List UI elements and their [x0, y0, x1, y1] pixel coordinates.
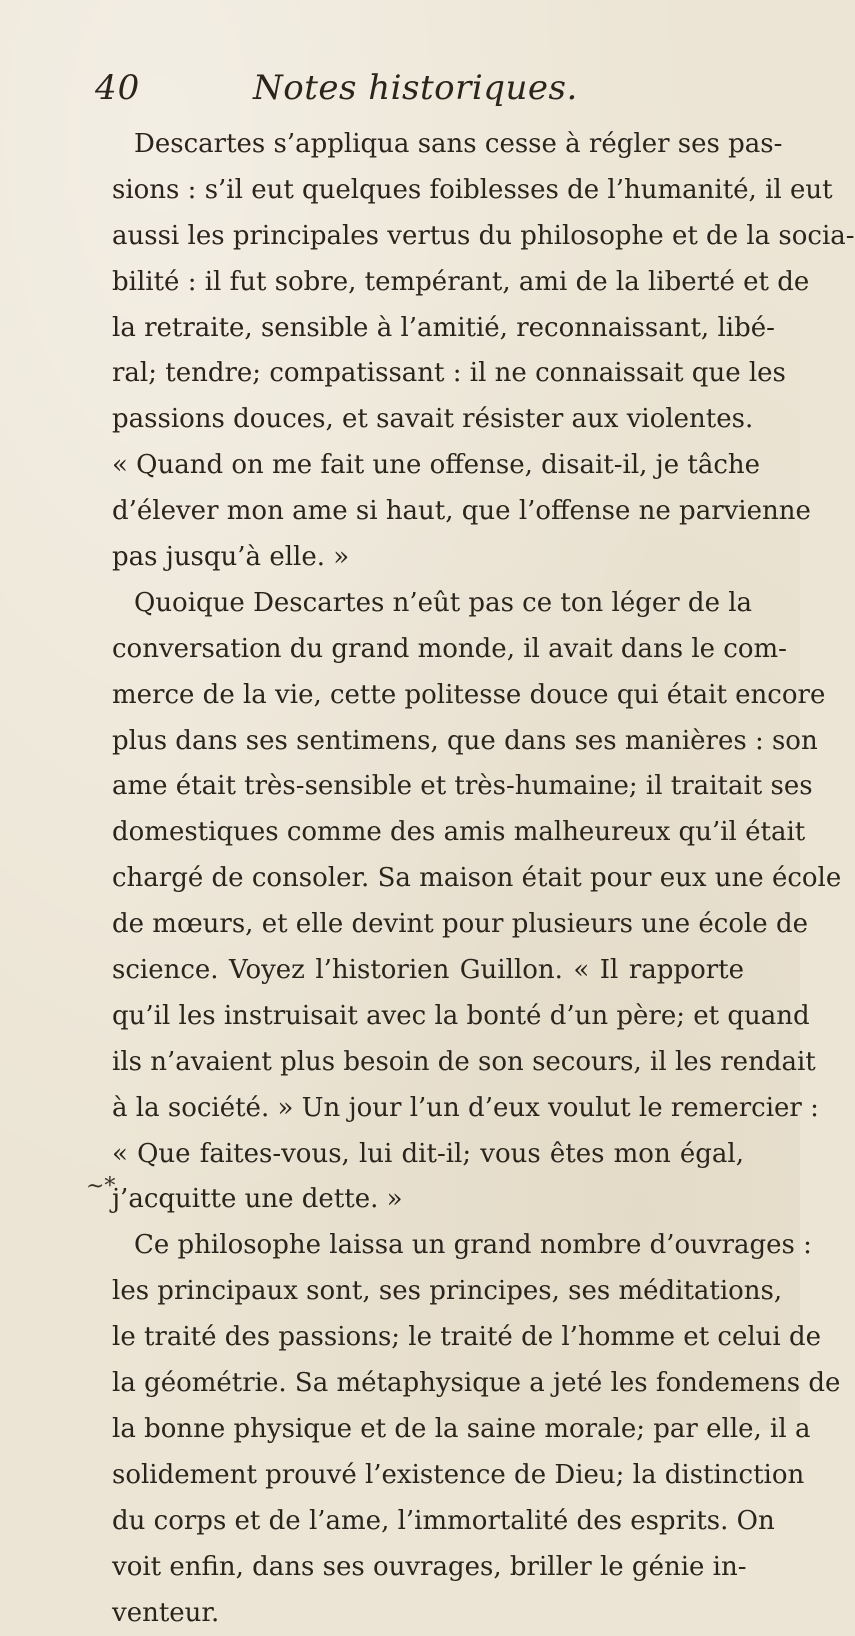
text-line: science. Voyez l’historien Guillon. « Il rapporte [112, 948, 744, 994]
text-line: la bonne physique et de la saine morale; par elle, il a [112, 1407, 744, 1453]
text-line: conversation du grand monde, il avait dans le com- [112, 627, 744, 673]
text-line: de mœurs, et elle devint pour plusieurs une école de [112, 902, 744, 948]
text-line: ils n’avaient plus besoin de son secours, il les rendait [112, 1040, 744, 1086]
text-line: venteur. [112, 1591, 744, 1636]
text-line: solidement prouvé l’existence de Dieu; la distinction [112, 1453, 744, 1499]
body-text [112, 122, 744, 1636]
text-line: la retraite, sensible à l’amitié, reconnaissant, libé- [112, 306, 744, 352]
text-line: ral; tendre; compatissant : il ne connaissait que les [112, 351, 744, 397]
page-header [95, 68, 735, 118]
text-line: ame était très-sensible et très-humaine; il traitait ses [112, 764, 744, 810]
text-line: pas jusqu’à elle. » [112, 535, 744, 581]
margin-mark: ~* [86, 1174, 115, 1199]
text-line: bilité : il fut sobre, tempérant, ami de la liberté et de [112, 260, 744, 306]
text-line: domestiques comme des amis malheureux qu’il était [112, 810, 744, 856]
text-line: à la société. » Un jour l’un d’eux voulut le remercier : [112, 1086, 744, 1132]
text-line: la géométrie. Sa métaphysique a jeté les fondemens de [112, 1361, 744, 1407]
text-line: Descartes s’appliqua sans cesse à régler ses pas- [112, 122, 744, 168]
text-line: Quoique Descartes n’eût pas ce ton léger de la [112, 581, 744, 627]
text-line: « Quand on me fait une offense, disait-il, je tâche [112, 443, 744, 489]
running-title: Notes historiques. [253, 68, 578, 108]
page-number: 40 [95, 68, 140, 108]
text-line: qu’il les instruisait avec la bonté d’un père; et quand [112, 994, 744, 1040]
text-line: « Que faites-vous, lui dit-il; vous êtes mon égal, [112, 1132, 744, 1178]
text-line: chargé de consoler. Sa maison était pour eux une école [112, 856, 744, 902]
text-line: j’acquitte une dette. » [112, 1177, 744, 1223]
text-line: le traité des passions; le traité de l’homme et celui de [112, 1315, 744, 1361]
text-line: les principaux sont, ses principes, ses méditations, [112, 1269, 744, 1315]
text-line: merce de la vie, cette politesse douce qui était encore [112, 673, 744, 719]
text-line: d’élever mon ame si haut, que l’offense ne parvienne [112, 489, 744, 535]
text-line: du corps et de l’ame, l’immortalité des esprits. On [112, 1499, 744, 1545]
text-line: voit enfin, dans ses ouvrages, briller le génie in- [112, 1545, 744, 1591]
text-line: Ce philosophe laissa un grand nombre d’ouvrages : [112, 1223, 744, 1269]
text-line: sions : s’il eut quelques foiblesses de l’humanité, il eut [112, 168, 744, 214]
text-line: passions douces, et savait résister aux violentes. [112, 397, 744, 443]
text-line: aussi les principales vertus du philosophe et de la socia- [112, 214, 744, 260]
text-line: plus dans ses sentimens, que dans ses manières : son [112, 719, 744, 765]
